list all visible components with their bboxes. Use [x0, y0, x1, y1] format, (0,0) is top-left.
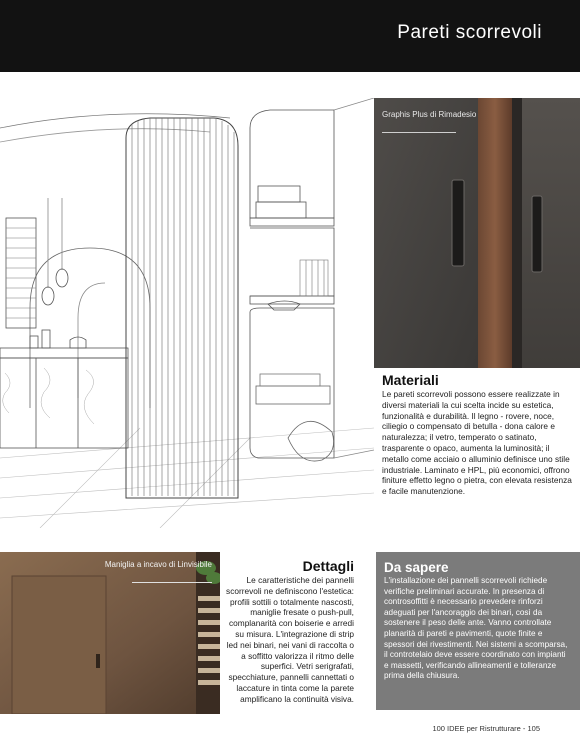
page-footer: 100 IDEE per Ristrutturare - 105 — [432, 724, 540, 733]
dettagli-title: Dettagli — [302, 558, 354, 574]
materiali-section — [382, 372, 578, 497]
dettagli-body: Le caratteristiche dei pannelli scorrevoli ne definiscono l'estetica: profili sottili o totalmente nascosti, maniglie fresate o push-pull, complanarità con boiserie e arredi su misura. L'integrazione di strip led nei binari, nei vani di raccolta o a soffitto valorizza il ritmo delle superfici. Vetri serigrafati, specchiature, pannelli cannettati o laccature in tinta come la parete amplificano la continuità visiva. — [226, 575, 354, 704]
page-title: Pareti scorrevoli — [397, 22, 542, 43]
page-header — [0, 0, 580, 72]
dettagli-section — [224, 558, 354, 705]
door-caption-divider — [132, 582, 212, 583]
materiali-body: Le pareti scorrevoli possono essere realizzate in diversi materiali la cui scelta incide su estetica, funzionalità e durabilità. Il legno - rovere, noce, ciliegio o compensato di betulla - dona calore e naturalezza; il vetro, temperato o satinato, trasparente o opaco, aumenta la luminosità; il metallo come acciaio o alluminio definisce uno stile industriale. Laminato e HPL, più economici, offrono finiture effetto legno o pietra, con elevata resistenza e facile manutenzione. — [382, 389, 572, 497]
photo-caption: Graphis Plus di Rimadesio — [382, 110, 477, 119]
door-photo-caption: Maniglia a incavo di Linvisibile — [104, 560, 212, 569]
materiali-title: Materiali — [382, 372, 439, 388]
sketch-illustration — [0, 98, 374, 528]
da-sapere-title: Da sapere — [384, 560, 449, 575]
caption-divider — [382, 132, 456, 133]
da-sapere-body: L'installazione dei pannelli scorrevoli richiede verifiche preliminari accurate. In presenza di controsoffitti è necessario prevedere rinforzi adeguati per l'ancoraggio dei binari, così da sostenere il peso delle ante. Vanno controllate planarità di pareti e pavimenti, quote finite e spessori dei rivestimenti. Nei sistemi a scomparsa, il controtelaio deve essere coordinato con impianti e massetti, verificando allineamenti e tolleranze prima della chiusura. — [384, 576, 568, 681]
material-photo — [374, 98, 580, 368]
door-photo — [0, 552, 220, 714]
da-sapere-box — [376, 552, 580, 710]
